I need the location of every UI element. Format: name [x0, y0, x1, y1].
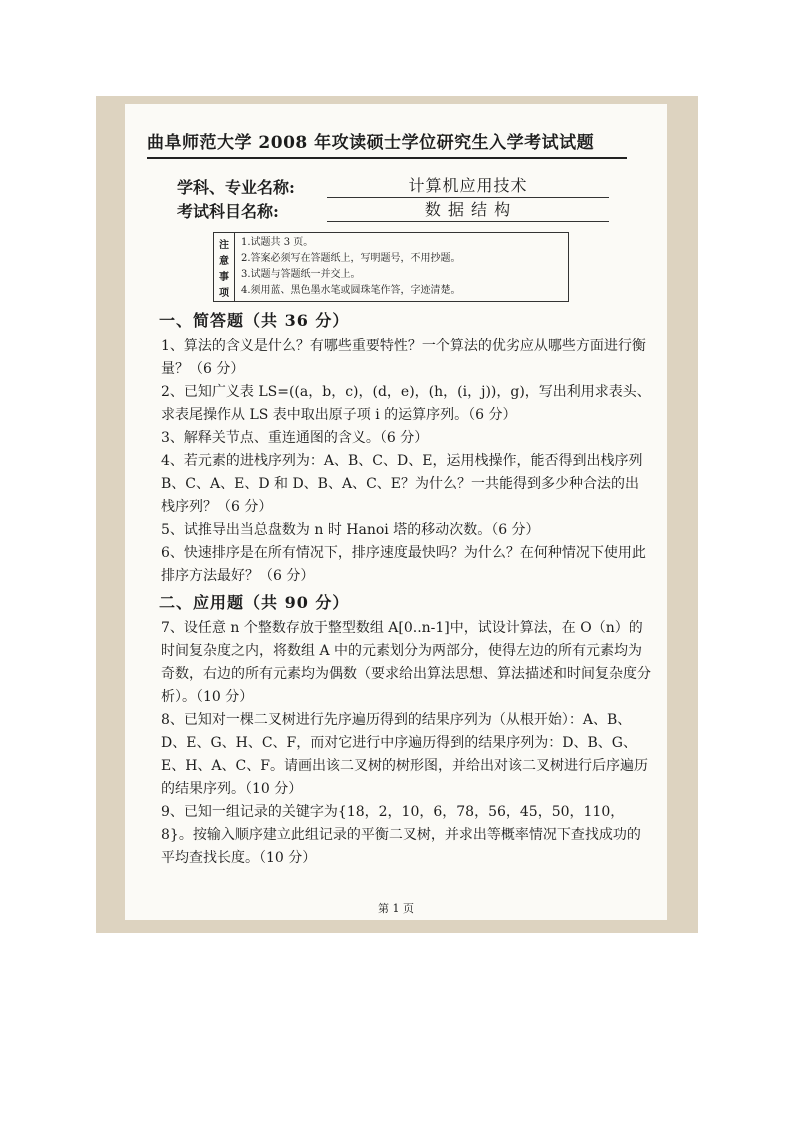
notice-box — [213, 232, 569, 302]
question-1: 1、算法的含义是什么？有哪些重要特性？一个算法的优劣应从哪些方面进行衡量？（6 分） — [161, 338, 646, 377]
question-7: 7、设任意 n 个整数存放于整型数组 A[0..n-1]中，试设计算法，在 O（n）的时间复杂度之内，将数组 A 中的元素划分为两部分，使得左边的所有元素均为奇数，右边的所有元素均为偶数（要求给出算法思想、算法描述和时间复杂度分析）。（10 分） — [161, 620, 651, 705]
course-label: 考试科目名称: — [177, 202, 279, 221]
subject-value: 计算机应用技术 — [327, 173, 609, 198]
notice-item: 2.答案必须写在答题纸上，写明题号，不用抄题。 — [241, 253, 461, 264]
question-3: 3、解释关节点、重连通图的含义。（6 分） — [161, 430, 429, 446]
notice-items — [235, 233, 467, 301]
question-5: 5、试推导出当总盘数为 n 时 Hanoi 塔的移动次数。（6 分） — [161, 522, 540, 538]
notice-item: 4.须用蓝、黑色墨水笔或圆珠笔作答，字迹清楚。 — [241, 285, 461, 296]
question-2: 2、已知广义表 LS=((a，b，c)，(d，e)，(h，(i，j))，g)，写出利用求表头、求表尾操作从 LS 表中取出原子项 i 的运算序列。（6 分） — [161, 384, 651, 423]
notice-item: 3.试题与答题纸一并交上。 — [241, 269, 361, 280]
notice-heading — [214, 233, 235, 301]
exam-paper — [125, 104, 667, 920]
notice-item: 1.试题共 3 页。 — [241, 237, 314, 248]
page-number: 第 1 页 — [378, 902, 414, 915]
exam-content — [161, 306, 651, 870]
scan-frame — [96, 96, 698, 933]
question-8: 8、已知对一棵二叉树进行先序遍历得到的结果序列为（从根开始）：A、B、D、E、G、H、C、F，而对它进行中序遍历得到的结果序列为：D、B、G、E、H、A、C、F。请画出该二叉树的树形图，并给出对该二叉树进行后序遍历的结果序列。（10 分） — [161, 712, 648, 797]
question-9: 9、已知一组记录的关键字为{18，2，10，6，78，56，45，50，110，8}。按输入顺序建立此组记录的平衡二叉树，并求出等概率情况下查找成功的平均查找长度。（10 分） — [161, 804, 641, 866]
section-title-short-answer: 一、简答题（共 36 分） — [159, 311, 350, 330]
notice-heading-char: 注 — [219, 239, 229, 251]
subject-label: 学科、专业名称: — [177, 178, 295, 197]
notice-heading-char: 事 — [219, 271, 229, 283]
notice-heading-char: 项 — [219, 287, 229, 299]
question-4: 4、若元素的进栈序列为：A、B、C、D、E，运用栈操作，能否得到出栈序列 B、C、A、E、D 和 D、B、A、C、E？为什么？一共能得到多少种合法的出栈序列？（6 分） — [161, 453, 643, 515]
exam-title: 曲阜师范大学 2008 年攻读硕士学位研究生入学考试试题 — [147, 128, 627, 159]
question-6: 6、快速排序是在所有情况下，排序速度最快吗？为什么？在何种情况下使用此排序方法最好？（6 分） — [161, 545, 646, 584]
subject-row — [177, 174, 609, 198]
exam-meta — [177, 174, 609, 222]
section-title-application: 二、应用题（共 90 分） — [159, 593, 350, 612]
course-row — [177, 198, 609, 222]
course-value: 数 据 结 构 — [327, 197, 609, 222]
notice-heading-char: 意 — [219, 255, 229, 267]
exam-header — [147, 128, 627, 159]
